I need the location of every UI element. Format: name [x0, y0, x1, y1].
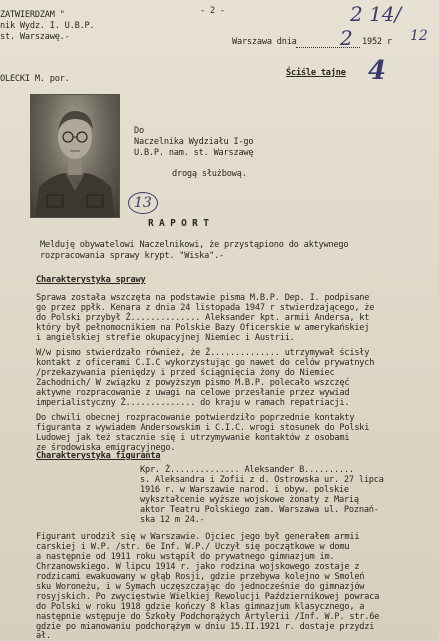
recipient-to: Do: [134, 126, 144, 136]
handwritten-date-mark: 2: [340, 26, 353, 50]
figurant-bio-line: aktor Teatru Polskiego zam. Warszawa ul. Poznań-: [140, 505, 379, 515]
figurant-para-line: rodzicami ewakuowany w głąb Rosji, gdzie przebywa kolejno w Smoleń: [36, 572, 365, 582]
handwritten-side-number: 12: [410, 28, 428, 44]
case-para1-line: Sprawa została wszczęta na podstawie pisma M.B.P. Dep. I. podpisane: [36, 293, 370, 303]
section-heading-figurant: Charakterystyka figuranta: [36, 451, 161, 461]
handwritten-big-four: 4: [368, 56, 387, 86]
case-para2-line: kontakt z oficerami C.I.C wykorzystując go nawet do celów prywatnych: [36, 358, 375, 368]
portrait-photo: [30, 94, 120, 218]
case-para2-line: aktywne rozpracowanie z uwagi na celowe przesłanie przez wywiad: [36, 388, 350, 398]
classification-label: Ściśle tajne: [286, 68, 346, 78]
handwritten-circled-number: 13: [128, 192, 158, 214]
case-para2-line: W/w pismo stwierdzało również, że Ż.............. utrzymywał ścisły: [36, 348, 370, 358]
report-title: R A P O R T: [148, 218, 209, 229]
case-para1-line: i angielskiej strefie okupacyjnej Niemiec i Austrii.: [36, 333, 295, 343]
rank-line: OLECKI M. por.: [0, 74, 70, 84]
case-para1-line: go przez ppłk. Kenara z dnia 24 listopada 1947 r stwierdzającego, że: [36, 303, 375, 313]
approval-line-2: nik Wydz. I. U.B.P.: [0, 21, 95, 31]
figurant-para-line: gdzie po mianowaniu podchorążym w dniu 15.II.1921 r. dostaje przydzi: [36, 622, 375, 632]
figurant-para-line: rosyjskich. Po zwycięstwie Wielkiej Rewolucji Październikowej powraca: [36, 592, 380, 602]
figurant-bio-line: Kpr. Ż.............. Aleksander B..........: [140, 465, 354, 475]
figurant-bio-line: s. Aleksandra i Zofii z d. Ostrowska ur. 27 lipca: [140, 475, 384, 485]
date-blank-line: [296, 47, 360, 48]
case-para2-line: Zachodnich/ W związku z powyższym pismo M.B.P. polecało wszczęć: [36, 378, 350, 388]
intro-line-1: Melduję obywatelowi Naczelnikowi, że przystąpiono do aktywnego: [40, 240, 349, 250]
recipient-route: drogą służbową.: [172, 169, 247, 179]
recipient-line-2: U.B.P. nam. st. Warszawę: [134, 148, 254, 158]
figurant-para-line: sku Woroneżu, i w Symach uczęszczając do jednocześnie do gimnazjów: [36, 582, 365, 592]
case-para3-line: ze środowiska emigracyjnego.: [36, 443, 176, 453]
date-year: 1952 r: [362, 37, 392, 47]
handwritten-top-numbers: 2 14/: [350, 2, 402, 26]
intro-line-2: rozpracowania sprawy krypt. "Wiska".-: [40, 251, 225, 261]
figurant-bio-line: wykształcenie wyższe wojskowe żonaty z Marią: [140, 495, 359, 505]
case-para1-line: który był pełnomocnikiem na Polskie Bazy Oficerskie w amerykańskiej: [36, 323, 370, 333]
figurant-para-line: Chrzanowskiego. W lipcu 1914 r. jako rodzina wojskowego zostaje z: [36, 562, 360, 572]
page-number: - 2 -: [200, 6, 225, 16]
case-para2-line: /przekazywania pieniędzy i przed ściągnięcia żony do Niemiec: [36, 368, 335, 378]
figurant-para-line: następnie wstępuje do Szkoły Podchorążych Artylerii /Inf. W.P. str.6e: [36, 612, 380, 622]
figurant-para-line: a następnie od 1911 roku wstąpił do prywatnego gimnazjum im.: [36, 552, 335, 562]
figurant-para-line: do Polski w roku 1918 gdzie kończy 8 klas gimnazjum klasycznego, a: [36, 602, 365, 612]
figurant-bio-line: 1916 r. w Warszawie narod. i obyw. polskie: [140, 485, 349, 495]
figurant-bio-line: ska 12 m 24.-: [140, 515, 205, 525]
figurant-para-line: ał.: [36, 631, 51, 641]
figurant-para-line: Figurant urodził się w Warszawie. Ojciec jego był generałem armii: [36, 532, 360, 542]
recipient-line-1: Naczelnika Wydziału I-go: [134, 137, 254, 147]
case-para3-line: Ludowej jak też stacznie się i utrzymywanie kontaktów z osobami: [36, 433, 350, 443]
case-para2-line: imperialistyczny Ż.............. do kraju w ramach repatriacji.: [36, 398, 350, 408]
approval-line-3: st. Warszawę.-: [0, 32, 70, 42]
figurant-para-line: carskiej i W.P. /str. 6e Inf. W.P./ Uczył się początkowe w domu: [36, 542, 350, 552]
approval-line-1: ZATWIERDZAM ": [0, 10, 65, 20]
case-para3-line: figuranta z wywiadem Andersowskim i C.I.C. wrogi stosunek do Polski: [36, 423, 370, 433]
case-para1-line: do Polski przybył Ż.............. Aleksander kpt. armii Andersa, kt: [36, 313, 370, 323]
section-heading-case: Charakterystyka sprawy: [36, 275, 146, 285]
date-city: Warszawa dnia: [232, 37, 297, 47]
case-para3-line: Do chwili obecnej rozpracowanie potwierdziło poprzednie kontakty: [36, 413, 355, 423]
